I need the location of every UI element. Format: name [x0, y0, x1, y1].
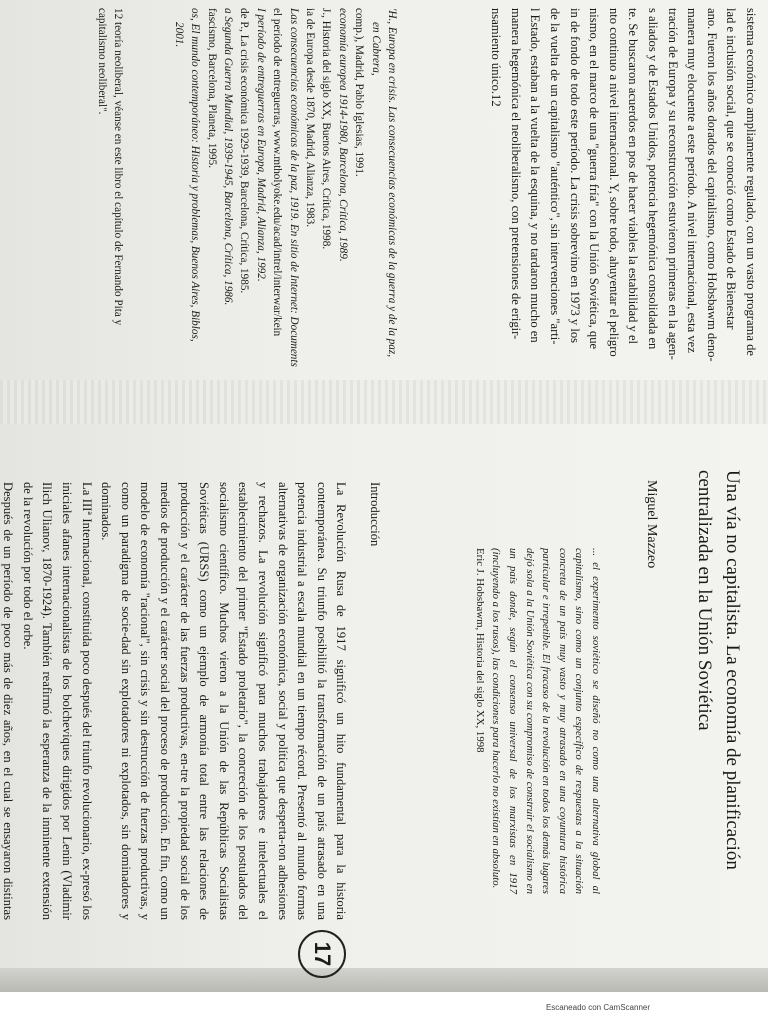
body-line: te. Se buscaron acuerdos en pos de hacer viables la estabilidad y el — [626, 8, 641, 345]
bibliography-entry: fascismo, Barcelona, Planeta, 1995. — [205, 8, 218, 168]
body-line: manera muy elocuente a este período. A nivel internacional, esta vez — [685, 8, 700, 353]
body-line: nsamiento único.12 — [489, 8, 504, 107]
chapter-author: Miguel Mazzeo — [644, 480, 659, 569]
page-fold-shadow — [0, 380, 768, 424]
scanner-footer — [0, 996, 768, 1024]
bibliography-entry: de P., La crisis económica 1929-1939, Barcelona, Crítica, 1985. — [238, 8, 251, 294]
bibliography-entry: os, El mundo contemporáneo: Historia y problemas, Buenos Aires, Biblos, 2001. — [172, 8, 202, 342]
bibliography-entry: J., Historia del siglo XX, Buenos Aires, Crítica, 1998. — [320, 8, 333, 250]
body-line: lad e inclusión social, que se conoció como Estado de Bienestar — [724, 8, 739, 330]
epigraph-source: Eric J. Hobsbawm, Historia del siglo XX, 1998 — [473, 548, 486, 753]
body-line: s aliados y de Estados Unidos, potencia hegemónica consolidada en — [646, 8, 661, 350]
body-line: nismo, en el marco de una "guerra fría" con la Unión Soviética, que — [587, 8, 602, 350]
body-line: ano. Fueron los años dorados del capitalismo, como Hobsbawm deno- — [704, 8, 719, 362]
epigraph — [471, 548, 604, 894]
previous-page-body — [486, 8, 760, 383]
footnote-line: capitalismo neoliberal". — [95, 8, 108, 115]
bibliography-entry: a Segunda Guerra Mundial, 1939-1945, Barcelona, Crítica, 1986. — [221, 8, 234, 306]
bibliography-entry: el período de entreguerras, www.mtholyoke.edu/acad/intrel/interwar/kein — [271, 8, 284, 337]
bibliography-entry: Las consecuencias económicas de la paz, 1919. En sitio de Internet: Documents — [287, 8, 300, 367]
handwritten-page-number: 17 — [298, 930, 346, 978]
chapter-title-line: Una vía no capitalista. La economía de planificación — [722, 470, 743, 870]
body-paragraph: Después de un período de poco más de diez años, en el cual se ensayaron distintas — [1, 482, 16, 920]
epigraph-text: ... el experimento soviético se diseñó no como una alternativa global al capitalismo, sino como un conjunto específico de respuestas a la situación concreta de un país muy vasto y muy atrasado en una coyuntura histórica particular e irrepetible. El fracaso de la revolución en todos los demás lugares dejó sola a la Unión Soviética con su compromiso de construir el socialismo en un país donde, según el consenso universal de los marxistas en 1917 (incluyendo a los rusos), las condiciones para hacerlo no existían en absoluto. — [490, 548, 602, 894]
body-line: nto continuo a nivel internacional. Y, sobre todo, ahuyentar el peligro — [606, 8, 621, 357]
section-heading: Introducción — [368, 482, 382, 547]
body-paragraph: La Revolución Rusa de 1917 significó un hito fundamental para la historia contemporánea. Su triunfo posibilitó la transformación de un país atrasado en una potencia industrial a escala mundial en un tiempo récord. Presentó al mundo formas alternativas de organización económica, social y política que desperta-ron adhesiones y rechazos. La revolución significó para muchos trabajadores e intelectuales el establecimiento del primer "Estado proletario", la concreción de los postulados del socialismo científico. Muchos vieron a la Unión de las Repúblicas Socialistas Soviéticas (URSS) como un ejemplo de armonía total entre las relaciones de producción y el carácter de las fuerzas productivas, en-tre la propiedad social de los medios de producción y el carácter social del proceso de producción. En fin, como un modelo de economía "racional", sin crisis y sin destrucción de fuerzas productivas, y como un paradigma de socie-dad sin explotadores ni explotados, sin dominadores y dominados. — [99, 482, 349, 920]
body-line: sistema económico ampliamente regulado, con un vasto programa de — [744, 8, 758, 356]
footnote — [94, 8, 126, 348]
chapter-title-line: centralizada en la Unión Soviética — [694, 470, 715, 731]
bibliography-notes — [170, 8, 400, 368]
body-line: manera hegemónica el neoliberalismo, con pretensiones de erigir- — [508, 8, 523, 340]
body-line: in de fondo de todo este período. La crisis sobrevino en 1973 y los — [567, 8, 582, 344]
body-line: de la vuelta de un capitalismo "auténtico", sin intervenciones "arti- — [548, 8, 563, 345]
bibliography-entry: 'H., Europa en crisis. Las consecuencias económicas de la guerra y de la paz, en Cabrera, — [369, 8, 398, 358]
scanner-watermark: Escaneado con CamScanner — [545, 1003, 650, 1012]
bibliography-entry: economía europea 1914-1980, Barcelona, Crítica, 1989. — [336, 8, 349, 262]
bibliography-entry: ia de Europa desde 1870, Madrid, Alianza, 1983. — [303, 8, 316, 228]
bibliography-entry: comp.), Madrid, Pablo Iglesias, 1991. — [353, 8, 366, 177]
chapter-body — [0, 482, 384, 920]
footnote-line: 12 teoría neoliberal, véanse en este libro el capítulo de Fernando Pita y — [112, 8, 124, 326]
chapter-title — [690, 470, 746, 930]
body-line: tración de Europa y su reconstrucción estuvieron primeras en la agen- — [665, 8, 680, 360]
body-paragraph: La IIIª Internacional, constituida poco después del triunfo revolucionario, ex-presó los iniciales afanes internacionalistas de los bolcheviques dirigidos por Lenin (Vladimir Ilich Ulianov, 1870-1924). También reafirmó la esperanza de la inminente extensión de la revolución por todo el orbe. — [20, 482, 94, 920]
body-line: l Estado, estaban a la vuelta de la esquina, y no tardaron mucho en — [528, 8, 543, 343]
bibliography-entry: I período de entreguerras en Europa, Madrid, Alianza, 1992. — [254, 8, 267, 282]
page-edge — [0, 968, 768, 992]
